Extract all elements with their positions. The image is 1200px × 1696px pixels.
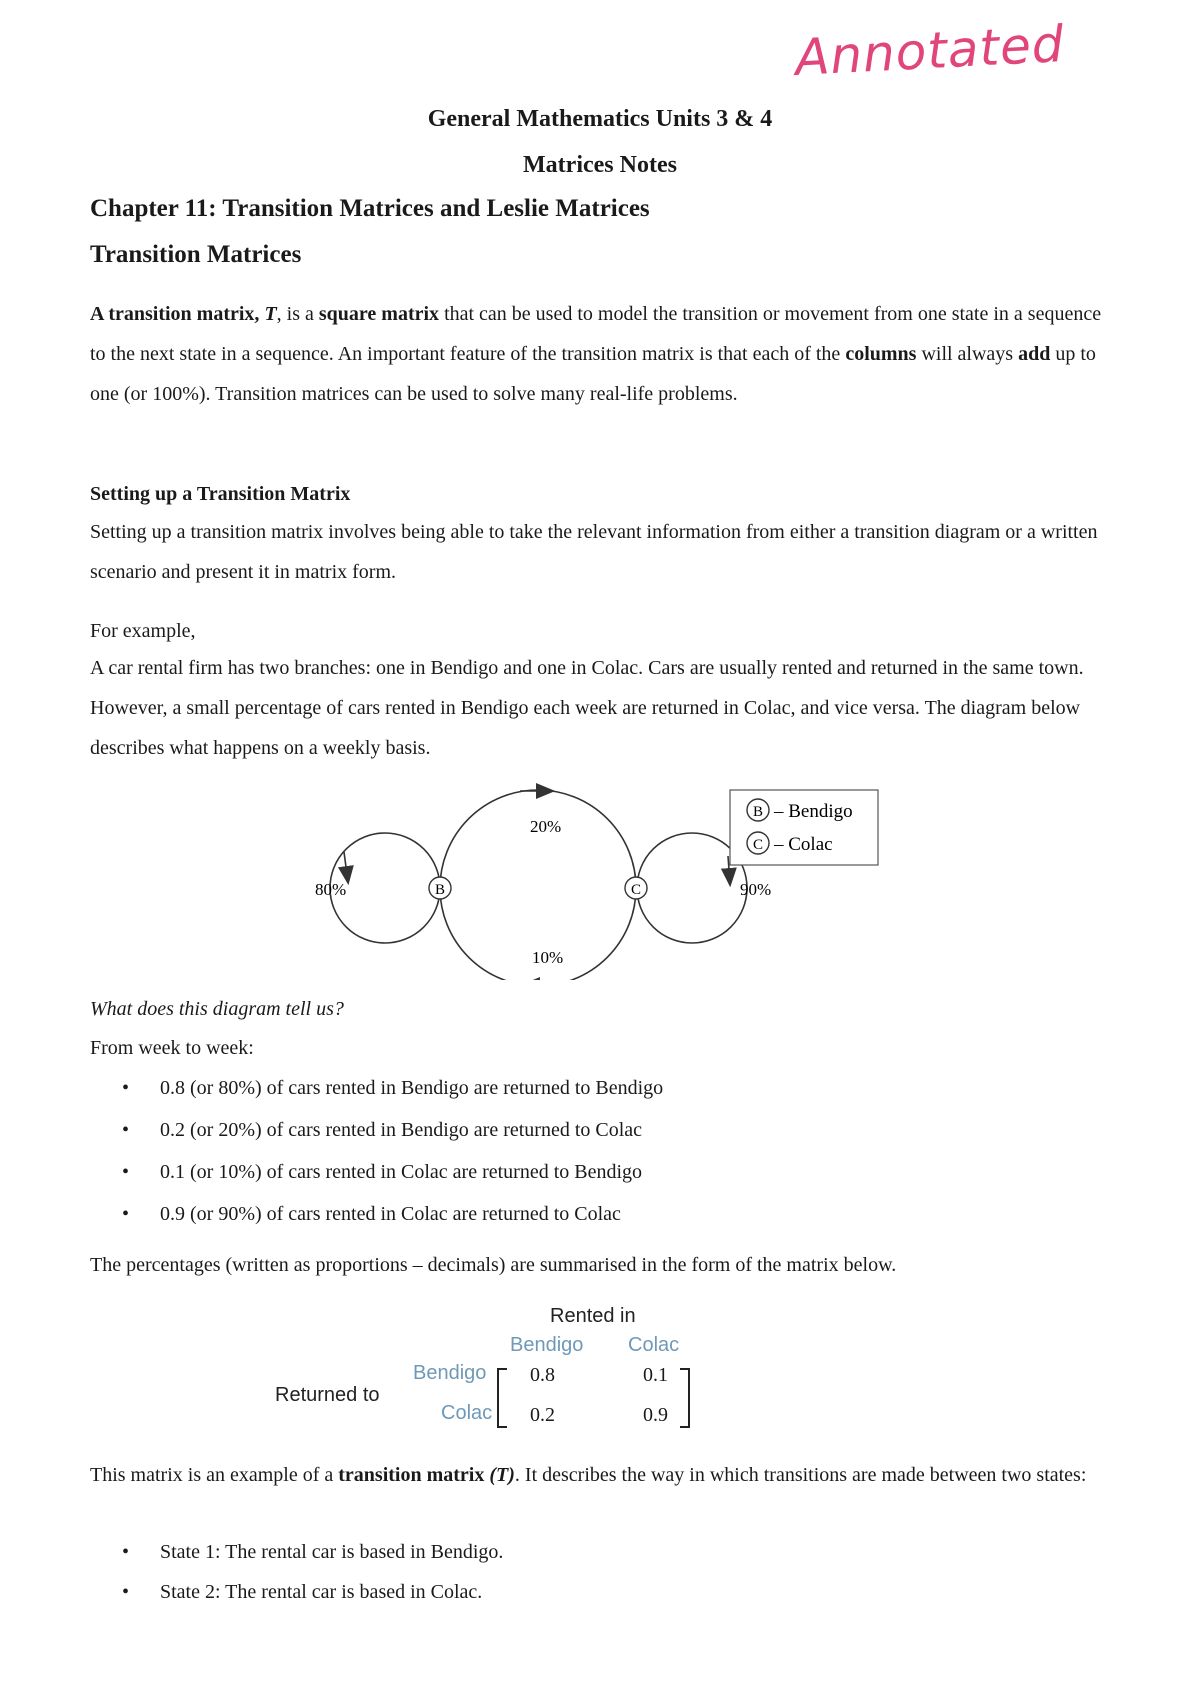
list-item: 0.1 (or 10%) of cars rented in Colac are returned to Bendigo bbox=[160, 1161, 643, 1183]
matrix-left-bracket bbox=[497, 1368, 507, 1428]
bullet-dot: • bbox=[122, 1161, 130, 1183]
matrix-cell: 0.2 bbox=[530, 1404, 555, 1426]
matrix-col-label: Bendigo bbox=[510, 1334, 584, 1356]
loop-b-arrow bbox=[344, 852, 348, 882]
list-item: 0.2 (or 20%) of cars rented in Bendigo are returned to Colac bbox=[160, 1119, 643, 1141]
legend-b-label: – Bendigo bbox=[774, 801, 853, 822]
conclusion-paragraph: This matrix is an example of a transition matrix (T). It describes the way in which transitions are made between two states: bbox=[90, 1464, 1087, 1486]
term-transition-matrix-2: transition matrix bbox=[338, 1464, 485, 1486]
matrix-row-label: Bendigo bbox=[413, 1362, 487, 1384]
matrix-cell: 0.1 bbox=[643, 1364, 668, 1386]
state-item: State 1: The rental car is based in Bendigo. bbox=[160, 1541, 504, 1563]
week-intro: From week to week: bbox=[90, 1037, 254, 1059]
loop-b bbox=[330, 833, 440, 943]
label-c-to-b: 10% bbox=[532, 948, 564, 967]
legend-c-label: – Colac bbox=[774, 834, 833, 855]
transition-diagram bbox=[300, 780, 900, 980]
term-columns: columns bbox=[845, 343, 917, 365]
term-square-matrix: square matrix bbox=[318, 303, 440, 325]
intro-paragraph: A transition matrix, T, is a square matrix that can be used to model the transition or movement from one state in a sequence to the next state in a sequence. An important feature of the transition matrix is that each of the columns will always add up to one (or 100%). Transition matrices can be used to solve many real-life problems. bbox=[90, 303, 1102, 405]
term-transition-matrix: A transition matrix, bbox=[90, 303, 260, 325]
node-b-label: B bbox=[434, 882, 446, 898]
bullet-dot: • bbox=[122, 1077, 130, 1099]
symbol-t-2: (T) bbox=[489, 1464, 515, 1486]
document-title: General Mathematics Units 3 & 4 bbox=[427, 106, 773, 132]
list-item: 0.9 (or 90%) of cars rented in Colac are returned to Colac bbox=[160, 1203, 621, 1225]
list-item: 0.8 (or 80%) of cars rented in Bendigo are returned to Bendigo bbox=[160, 1077, 664, 1099]
term-add: add bbox=[1018, 343, 1051, 365]
bullet-dot: • bbox=[122, 1203, 130, 1225]
matrix-cell: 0.8 bbox=[530, 1364, 555, 1386]
svg-text:C: C bbox=[752, 837, 764, 853]
bullet-dot: • bbox=[122, 1581, 130, 1603]
matrix-col-label: Colac bbox=[628, 1334, 680, 1356]
section-heading: Transition Matrices bbox=[90, 241, 302, 268]
label-loop-c: 90% bbox=[740, 880, 772, 899]
symbol-t: T bbox=[264, 303, 277, 325]
handwritten-annotation: Annotated bbox=[793, 14, 1066, 88]
summary-text: The percentages (written as proportions – decimals) are summarised in the form of the matrix below. bbox=[90, 1254, 897, 1276]
svg-text:B: B bbox=[752, 804, 764, 820]
setup-paragraph: Setting up a transition matrix involves being able to take the relevant information from either a transition diagram or a written scenario and present it in matrix form. bbox=[90, 521, 1098, 583]
chapter-heading: Chapter 11: Transition Matrices and Leslie Matrices bbox=[90, 195, 650, 222]
label-loop-b: 80% bbox=[315, 880, 347, 899]
label-b-to-c: 20% bbox=[530, 817, 562, 836]
bullet-dot: • bbox=[122, 1541, 130, 1563]
matrix-right-bracket bbox=[680, 1368, 690, 1428]
state-item: State 2: The rental car is based in Colac. bbox=[160, 1581, 483, 1603]
document-subtitle: Matrices Notes bbox=[523, 152, 677, 178]
matrix-header: Rented in bbox=[550, 1305, 636, 1327]
matrix-cell: 0.9 bbox=[643, 1404, 668, 1426]
setup-heading: Setting up a Transition Matrix bbox=[90, 483, 351, 505]
question-text: What does this diagram tell us? bbox=[90, 998, 344, 1020]
example-paragraph: A car rental firm has two branches: one in Bendigo and one in Colac. Cars are usually rented and returned in the same town. However, a small percentage of cars rented in Bendigo each week are returned in Colac, and vice versa. The diagram below describes what happens on a weekly basis. bbox=[90, 657, 1084, 759]
bullet-dot: • bbox=[122, 1119, 130, 1141]
matrix-row-label: Colac bbox=[441, 1402, 493, 1424]
node-c-label: C bbox=[630, 882, 642, 898]
matrix-row-title: Returned to bbox=[275, 1384, 380, 1406]
example-intro: For example, bbox=[90, 620, 196, 642]
